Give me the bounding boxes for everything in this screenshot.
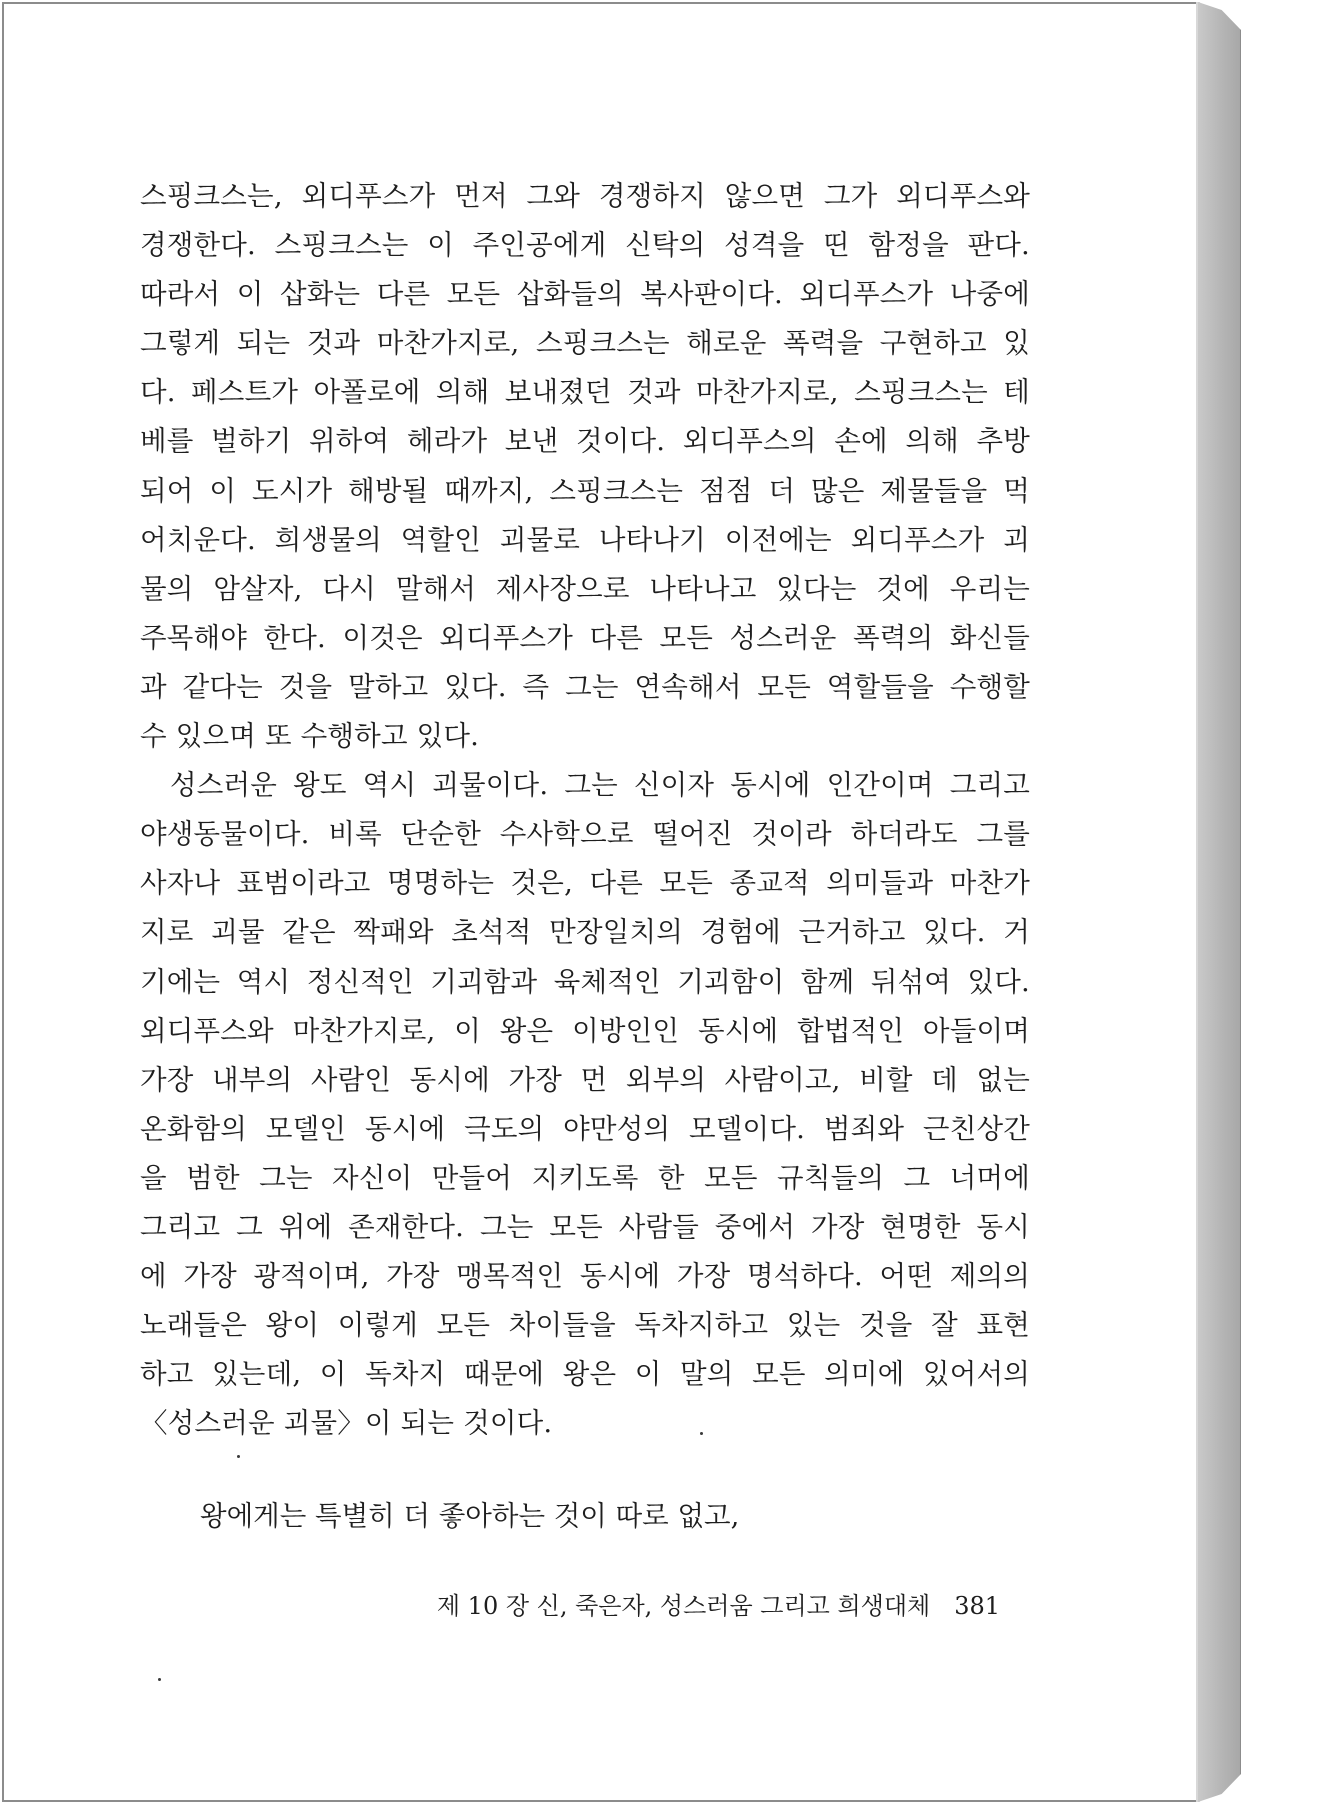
body-line-11: 과 같다는 것을 말하고 있다. 즉 그는 연속해서 모든 역할들을 수행할 [140, 670, 1030, 703]
body-line-17: 기에는 역시 정신적인 기괴함과 육체적인 기괴함이 함께 뒤섞여 있다. [140, 965, 1030, 998]
body-line-16: 지로 괴물 같은 짝패와 초석적 만장일치의 경험에 근거하고 있다. 거 [140, 916, 1030, 949]
body-line-26: 〈성스러운 괴물〉이 되는 것이다. [140, 1407, 553, 1440]
body-line-2: 경쟁한다. 스핑크스는 이 주인공에게 신탁의 성격을 띤 함정을 판다. [140, 229, 1030, 262]
body-line-13: 성스러운 왕도 역시 괴물이다. 그는 신이자 동시에 인간이며 그리고 [170, 769, 1030, 802]
body-line-20: 온화함의 모델인 동시에 극도의 야만성의 모델이다. 범죄와 근친상간 [140, 1112, 1030, 1145]
body-line-1: 스핑크스는, 외디푸스가 먼저 그와 경쟁하지 않으면 그가 외디푸스와 [140, 180, 1030, 212]
body-line-21: 을 범한 그는 자신이 만들어 지키도록 한 모든 규칙들의 그 너머에 [140, 1161, 1030, 1194]
body-line-5: 다. 페스트가 아폴로에 의해 보내졌던 것과 마찬가지로, 스핑크스는 테 [140, 376, 1030, 409]
body-line-7: 되어 이 도시가 해방될 때까지, 스핑크스는 점점 더 많은 제물들을 먹 [140, 474, 1030, 507]
body-line-4: 그렇게 되는 것과 마찬가지로, 스핑크스는 해로운 폭력을 구현하고 있 [140, 327, 1030, 360]
page-number: 381 [954, 1592, 1000, 1620]
verse-quote: 왕에게는 특별히 더 좋아하는 것이 따로 없고, [200, 1500, 740, 1532]
body-line-3: 따라서 이 삽화는 다른 모든 삽화들의 복사판이다. 외디푸스가 나중에 [140, 278, 1030, 311]
body-line-9: 물의 암살자, 다시 말해서 제사장으로 나타나고 있다는 것에 우리는 [140, 572, 1030, 605]
page-footer [437, 1586, 1000, 1626]
body-line-22: 그리고 그 위에 존재한다. 그는 모든 사람들 중에서 가장 현명한 동시 [140, 1210, 1030, 1243]
body-text [140, 172, 1030, 1448]
body-line-24: 노래들은 왕이 이렇게 모든 차이들을 독차지하고 있는 것을 잘 표현 [140, 1309, 1030, 1342]
scan-speck [700, 1432, 703, 1435]
body-line-15: 사자나 표범이라고 명명하는 것은, 다른 모든 종교적 의미들과 마찬가 [140, 867, 1030, 900]
scan-speck [237, 1455, 240, 1458]
scan-speck [158, 1678, 161, 1681]
body-line-14: 야생동물이다. 비록 단순한 수사학으로 떨어진 것이라 하더라도 그를 [140, 818, 1030, 851]
body-line-8: 어치운다. 희생물의 역할인 괴물로 나타나기 이전에는 외디푸스가 괴 [140, 523, 1030, 556]
page-stack-edge [1198, 2, 1241, 1802]
running-head: 제 10 장 신, 죽은자, 성스러움 그리고 희생대체 [436, 1592, 931, 1620]
body-line-19: 가장 내부의 사람인 동시에 가장 먼 외부의 사람이고, 비할 데 없는 [140, 1063, 1030, 1096]
body-line-10: 주목해야 한다. 이것은 외디푸스가 다른 모든 성스러운 폭력의 화신들 [140, 621, 1030, 654]
body-line-25: 하고 있는데, 이 독차지 때문에 왕은 이 말의 모든 의미에 있어서의 [140, 1358, 1030, 1391]
body-line-12: 수 있으며 또 수행하고 있다. [140, 720, 480, 753]
body-line-6: 베를 벌하기 위하여 헤라가 보낸 것이다. 외디푸스의 손에 의해 추방 [140, 425, 1030, 458]
body-line-18: 외디푸스와 마찬가지로, 이 왕은 이방인인 동시에 합법적인 아들이며 [140, 1014, 1030, 1047]
body-line-23: 에 가장 광적이며, 가장 맹목적인 동시에 가장 명석하다. 어떤 제의의 [140, 1260, 1030, 1293]
